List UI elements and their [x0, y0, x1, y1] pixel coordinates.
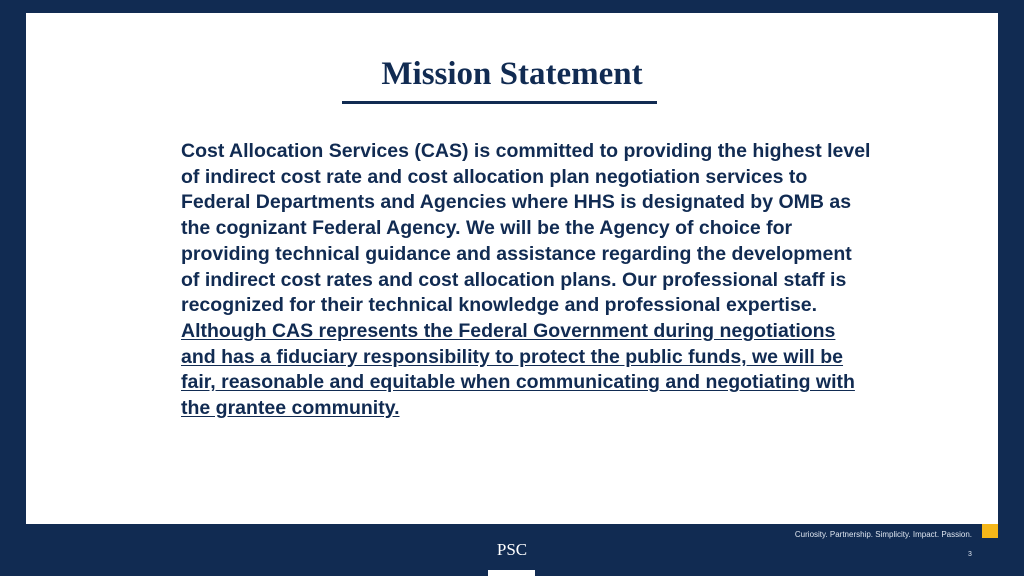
mission-statement-text: [181, 139, 871, 422]
logo-bar: [488, 570, 535, 576]
title-underline: [342, 101, 657, 104]
page-number: 3: [968, 551, 972, 558]
accent-square: [982, 524, 998, 538]
mission-statement-underlined: Although CAS represents the Federal Government during negotiations and has a fiduciary responsibility to protect the public funds, we will be fair, reasonable and equitable when communicating and negotiating with the grantee community.: [181, 319, 855, 420]
slide-title: Mission Statement: [381, 56, 643, 92]
footer-tagline: Curiosity. Partnership. Simplicity. Impact. Passion.: [794, 530, 972, 539]
psc-logo-text: PSC: [496, 540, 528, 559]
mission-statement-plain: Cost Allocation Services (CAS) is committed to providing the highest level of indirect cost rate and cost allocation plan negotiation services to Federal Departments and Agencies where HHS is designated by OMB as the cognizant Federal Agency. We will be the Agency of choice for providing technical guidance and assistance regarding the development of indirect cost rates and cost allocation plans. Our professional staff is recognized for their technical knowledge and professional expertise.: [181, 140, 871, 317]
psc-logo-icon: [487, 539, 537, 561]
